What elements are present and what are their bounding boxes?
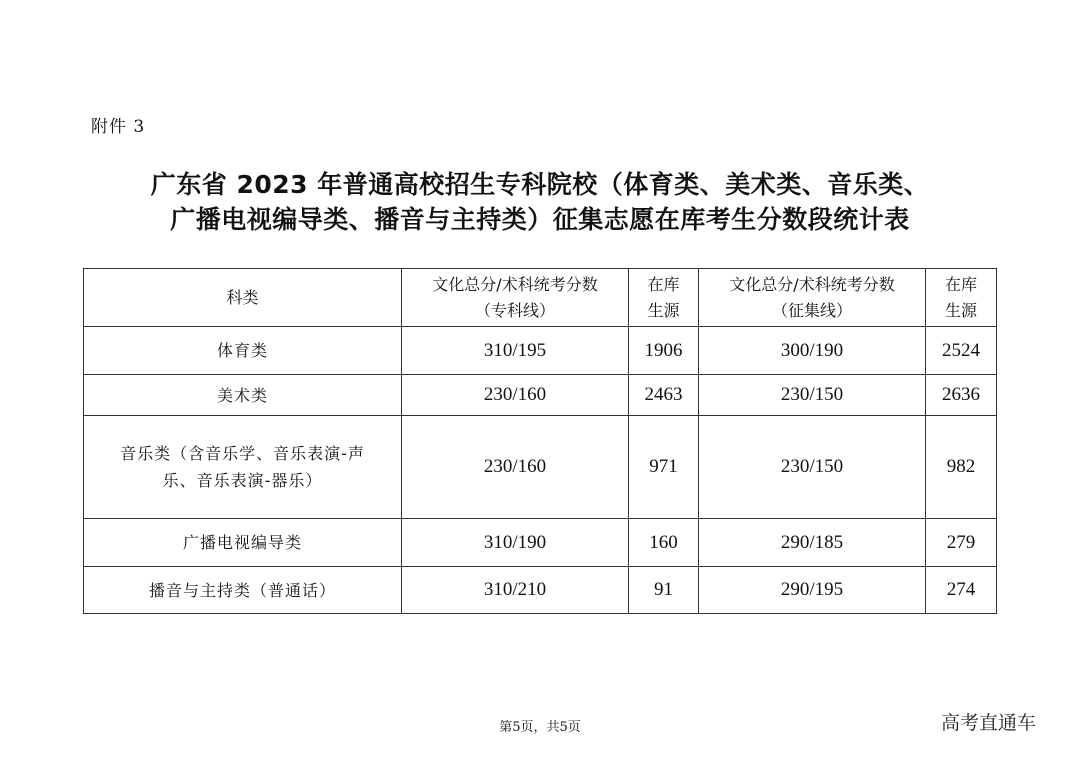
header-pool-1: 在库 生源 bbox=[629, 269, 699, 327]
header-score-specialty-line: 文化总分/术科统考分数 （专科线） bbox=[402, 269, 629, 327]
line-score-cell: 310/190 bbox=[402, 519, 629, 567]
collect-score-cell: 290/195 bbox=[699, 567, 926, 614]
score-statistics-table bbox=[83, 268, 997, 614]
page-footer: 第5页，共5页 bbox=[499, 720, 581, 735]
collect-pool-cell: 274 bbox=[926, 567, 997, 614]
collect-score-cell: 290/185 bbox=[699, 519, 926, 567]
collect-score-cell: 230/150 bbox=[699, 375, 926, 416]
table-row bbox=[84, 416, 997, 519]
header-score-collection-line: 文化总分/术科统考分数 （征集线） bbox=[699, 269, 926, 327]
header-category: 科类 bbox=[84, 269, 402, 327]
pool-cell: 160 bbox=[629, 519, 699, 567]
table-header-row bbox=[84, 269, 997, 327]
attachment-label: 附件 3 bbox=[91, 117, 146, 137]
table-row bbox=[84, 375, 997, 416]
pool-cell: 91 bbox=[629, 567, 699, 614]
collect-pool-cell: 2524 bbox=[926, 327, 997, 375]
table-row bbox=[84, 567, 997, 614]
line-score-cell: 230/160 bbox=[402, 375, 629, 416]
pool-cell: 971 bbox=[629, 416, 699, 519]
watermark-text: 高考直通车 bbox=[941, 712, 1037, 734]
header-pool-2: 在库 生源 bbox=[926, 269, 997, 327]
category-cell: 美术类 bbox=[84, 375, 402, 416]
category-cell: 音乐类（含音乐学、音乐表演-声 乐、音乐表演-器乐） bbox=[84, 416, 402, 519]
category-cell: 播音与主持类（普通话） bbox=[84, 567, 402, 614]
line-score-cell: 310/210 bbox=[402, 567, 629, 614]
collect-pool-cell: 279 bbox=[926, 519, 997, 567]
pool-cell: 1906 bbox=[629, 327, 699, 375]
table-row bbox=[84, 519, 997, 567]
collect-score-cell: 300/190 bbox=[699, 327, 926, 375]
collect-score-cell: 230/150 bbox=[699, 416, 926, 519]
table-row bbox=[84, 327, 997, 375]
category-cell: 广播电视编导类 bbox=[84, 519, 402, 567]
collect-pool-cell: 2636 bbox=[926, 375, 997, 416]
collect-pool-cell: 982 bbox=[926, 416, 997, 519]
line-score-cell: 310/195 bbox=[402, 327, 629, 375]
document-title-line-2: 广播电视编导类、播音与主持类）征集志愿在库考生分数段统计表 bbox=[170, 205, 910, 234]
category-cell: 体育类 bbox=[84, 327, 402, 375]
line-score-cell: 230/160 bbox=[402, 416, 629, 519]
pool-cell: 2463 bbox=[629, 375, 699, 416]
document-title-line-1: 广东省 2023 年普通高校招生专科院校（体育类、美术类、音乐类、 bbox=[150, 170, 930, 199]
